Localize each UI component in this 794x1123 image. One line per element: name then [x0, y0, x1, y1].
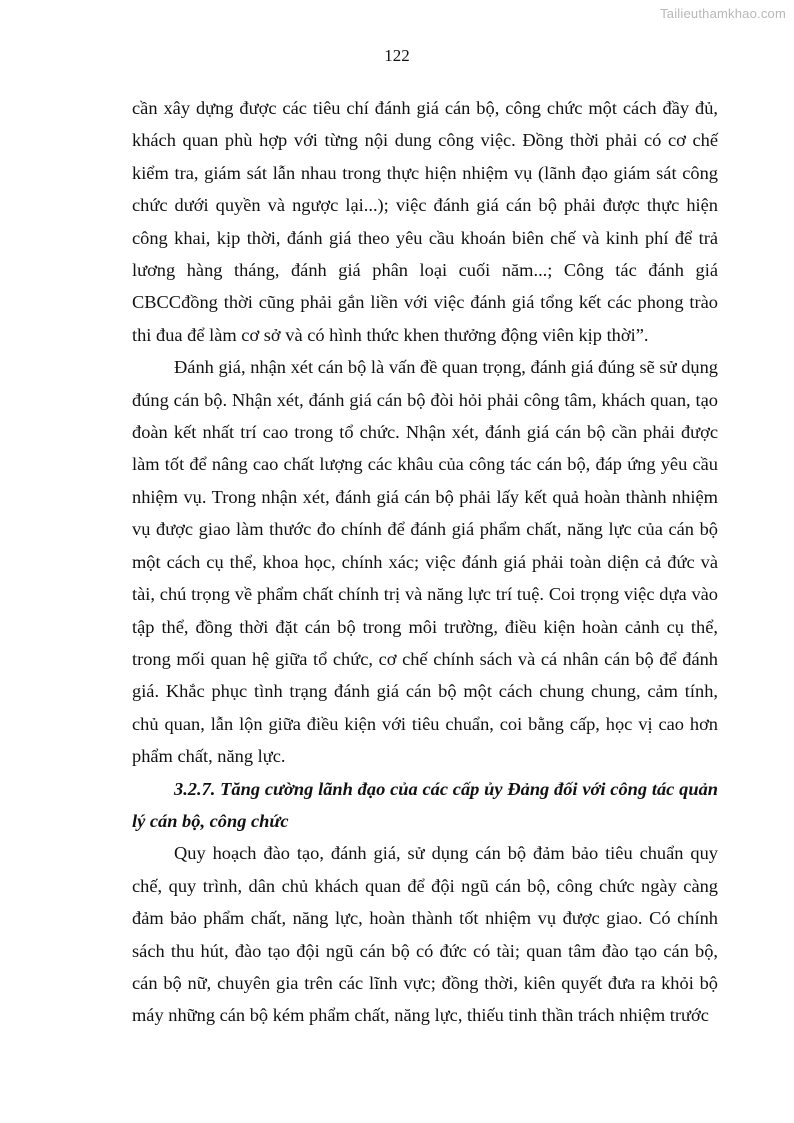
paragraph-continuation: cần xây dựng được các tiêu chí đánh giá cán bộ, công chức một cách đầy đủ, khách quan phù hợp với từng nội dung công việc. Đồng thời phải có cơ chế kiểm tra, giám sát lẫn nhau trong thực hiện nhiệm vụ (lãnh đạo giám sát công chức dưới quyền và ngược lại...); việc đánh giá cán bộ phải được thực hiện công khai, kịp thời, đánh giá theo yêu cầu khoán biên chế và kinh phí để trả lương hàng tháng, đánh giá phân loại cuối năm...; Công tác đánh giá CBCCđồng thời cũng phải gắn liền với việc đánh giá tổng kết các phong trào thi đua để làm cơ sở và có hình thức khen thưởng động viên kịp thời”. [132, 98, 718, 345]
paragraph-planning: Quy hoạch đào tạo, đánh giá, sử dụng cán bộ đảm bảo tiêu chuẩn quy chế, quy trình, dân chủ khách quan để đội ngũ cán bộ, công chức ngày càng đảm bảo phẩm chất, năng lực, hoàn thành tốt nhiệm vụ được giao. Có chính sách thu hút, đào tạo đội ngũ cán bộ có đức có tài; quan tâm đào tạo cán bộ, cán bộ nữ, chuyên gia trên các lĩnh vực; đồng thời, kiên quyết đưa ra khỏi bộ máy những cán bộ kém phẩm chất, năng lực, thiếu tinh thần trách nhiệm trước [132, 843, 718, 1026]
watermark-text: Tailieuthamkhao.com [660, 6, 786, 21]
document-body [132, 92, 718, 1032]
section-heading: 3.2.7. Tăng cường lãnh đạo của các cấp ủy Đảng đối với công tác quản lý cán bộ, công chức [132, 778, 718, 831]
page-number: 122 [384, 46, 410, 65]
paragraph-evaluation: Đánh giá, nhận xét cán bộ là vấn đề quan trọng, đánh giá đúng sẽ sử dụng đúng cán bộ. Nhận xét, đánh giá cán bộ đòi hỏi phải công tâm, khách quan, tạo đoàn kết nhất trí cao trong tổ chức. Nhận xét, đánh giá cán bộ cần phải được làm tốt để nâng cao chất lượng các khâu của công tác cán bộ, đáp ứng yêu cầu nhiệm vụ. Trong nhận xét, đánh giá cán bộ phải lấy kết quả hoàn thành nhiệm vụ được giao làm thước đo chính để đánh giá phẩm chất, năng lực của cán bộ một cách cụ thể, khoa học, chính xác; việc đánh giá phải toàn diện cả đức và tài, chú trọng về phẩm chất chính trị và năng lực trí tuệ. Coi trọng việc dựa vào tập thể, đồng thời đặt cán bộ trong môi trường, điều kiện hoàn cảnh cụ thể, trong mối quan hệ giữa tổ chức, cơ chế chính sách và cá nhân cán bộ để đánh giá. Khắc phục tình trạng đánh giá cán bộ một cách chung chung, cảm tính, chủ quan, lẫn lộn giữa điều kiện với tiêu chuẩn, coi bằng cấp, học vị cao hơn phẩm chất, năng lực. [132, 357, 718, 767]
